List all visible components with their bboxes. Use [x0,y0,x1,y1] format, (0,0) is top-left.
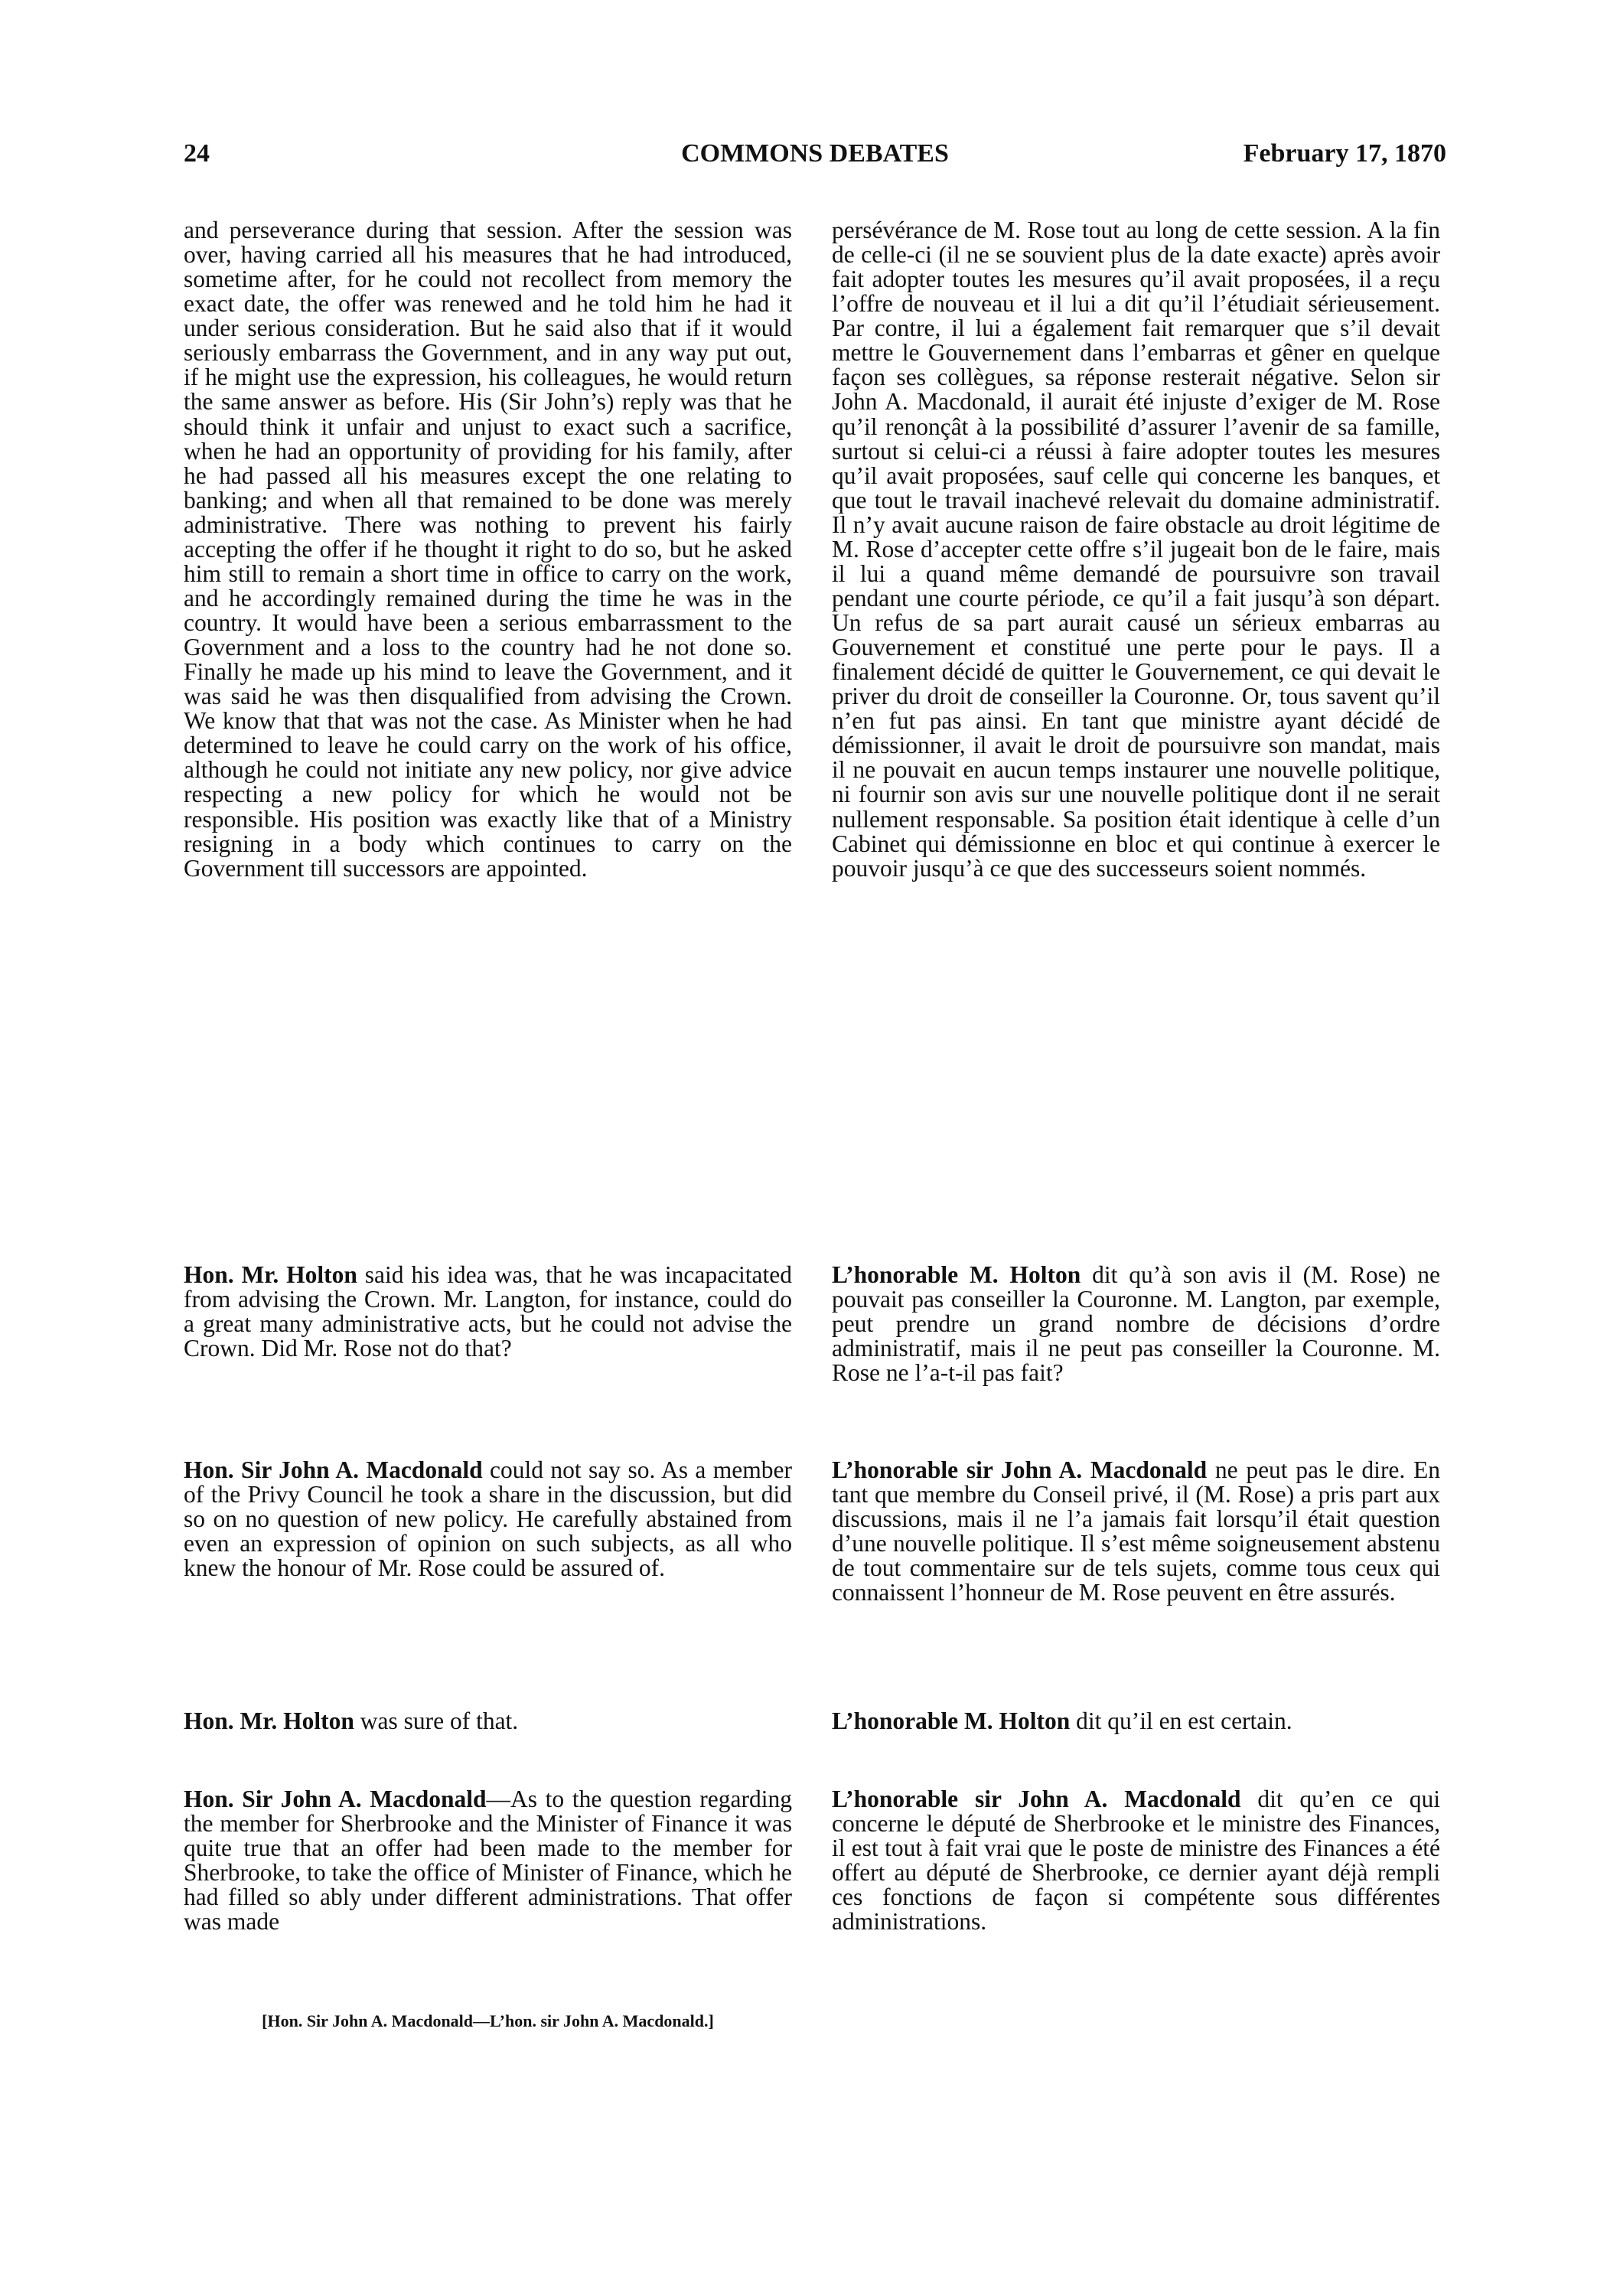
speaker-name: Hon. Mr. Holton [184,1261,357,1288]
english-paragraph [184,1787,792,1934]
speech-text: and perseverance during that session. After the session was over, having carried all his measures that he had introduced, sometime after, for he could not recollect from memory the exact date, the offer was renewed and he told him he had it under serious consideration. But he said also that if it would seriously embarrass the Government, and in any way put out, if he might use the expression, his colleagues, he would return the same answer as before. His (Sir John’s) reply was that he should think it unfair and unjust to exact such a sacrifice, when he had an opportunity of providing for his family, after he had passed all his measures except the one relating to banking; and when all that remained to be done was merely administrative. There was nothing to prevent his fairly accepting the offer if he thought it right to do so, but he asked him still to remain a short time in office to carry on the work, and he accordingly remained during the time he was in the country. It would have been a serious embarrassment to the Government and a loss to the country had he not done so. Finally he made up his mind to leave the Government, and it was said he was then disqualified from advising the Crown. We know that that was not the case. As Minister when he had determined to leave he could carry on the work of his office, although he could not initiate any new policy, nor give advice respecting a new policy for which he would not be responsible. His position was exactly like that of a Ministry resigning in a body which continues to carry on the Government till successors are appointed. [184,217,792,882]
french-paragraph [832,1787,1440,1934]
speaker-name: L’honorable M. Holton [832,1707,1071,1734]
speaker-name: Hon. Sir John A. Macdonald [184,1786,487,1812]
speech-text: was sure of that. [354,1707,519,1734]
speech-text: —As to the question regarding the member for Sherbrooke and the Minister of Finance it was quite true that an offer had been made to the member for Sherbrooke, to take the office of Minister of Finance, which he had filled so ably under different administrations. That offer was made [184,1786,792,1936]
french-paragraph [832,1458,1440,1605]
publication-title: COMMONS DEBATES [681,139,949,168]
speech-text: said his idea was, that he was incapacitated from advising the Crown. Mr. Langton, for instance, could do a great many administrative acts, but he could not advise the Crown. Did Mr. Rose not do that? [184,1261,792,1362]
page-number: 24 [184,139,210,168]
sitting-date: February 17, 1870 [1243,139,1446,168]
speaker-footnote: [Hon. Sir John A. Macdonald—L’hon. sir John A. Macdonald.] [262,2011,714,2030]
english-paragraph [184,218,792,881]
speaker-name: Hon. Sir John A. Macdonald [184,1456,483,1483]
page-header [184,139,1446,178]
english-paragraph [184,1709,792,1733]
speaker-name: L’honorable sir John A. Macdonald [832,1456,1208,1483]
speaker-name: L’honorable M. Holton [832,1261,1081,1288]
english-paragraph [184,1263,792,1361]
speech-text: persévérance de M. Rose tout au long de cette session. A la fin de celle-ci (il ne se souvient plus de la date exacte) après avoir fait adopter toutes les mesures qu’il avait proposées, il a reçu l’offre de nouveau et il lui a dit qu’il l’étudiait sérieusement. Par contre, il lui a également fait remarquer que s’il devait mettre le Gouvernement dans l’embarras et gêner en quelque façon ses collègues, sa réponse resterait négative. Selon sir John A. Macdonald, il aurait été injuste d’exiger de M. Rose qu’il renonçât à la possibilité d’assurer l’avenir de sa famille, surtout si celui-ci a réussi à faire adopter toutes les mesures qu’il avait proposées, sauf celle qui concerne les banques, et que tout le travail inachevé relevait du domaine administratif. Il n’y avait aucune raison de faire obstacle au droit légitime de M. Rose d’accepter cette offre s’il jugeait bon de le faire, mais il lui a quand même demandé de poursuivre son travail pendant une courte période, ce qu’il a fait jusqu’à son départ. Un refus de sa part aurait causé un sérieux embarras au Gouvernement et constitué une perte pour le pays. Il a finalement décidé de quitter le Gouvernement, ce qui devait le priver du droit de conseiller la Couronne. Or, tous savent qu’il n’en fut pas ainsi. En tant que ministre ayant décidé de démissionner, il avait le droit de poursuivre son mandat, mais il ne pouvait en aucun temps instaurer une nouvelle politique, ni fournir son avis sur une nouvelle politique dont il ne serait nullement responsable. Sa position était identique à celle d’un Cabinet qui démissionne en bloc et qui continue à exercer le pouvoir jusqu’à ce que des successeurs soient nommés. [832,217,1440,882]
french-paragraph [832,1709,1440,1733]
speech-text: dit qu’il en est certain. [1070,1707,1292,1734]
speech-text: ne peut pas le dire. En tant que membre du Conseil privé, il (M. Rose) a pris part aux discussions, mais il ne l’a jamais fait lorsqu’il était question d’une nouvelle politique. Il s’est même soigneusement abstenu de tout commentaire sur de tels sujets, comme tous ceux qui connaissent l’honneur de M. Rose peuvent en être assurés. [832,1456,1440,1606]
speech-text: could not say so. As a member of the Privy Council he took a share in the discussion, but did so on no question of new policy. He carefully abstained from even an expression of opinion on such subjects, as all who knew the honour of Mr. Rose could be assured of. [184,1456,792,1582]
french-paragraph [832,218,1440,881]
speaker-name: L’honorable sir John A. Macdonald [832,1786,1241,1812]
english-paragraph [184,1458,792,1580]
french-paragraph [832,1263,1440,1385]
speaker-name: Hon. Mr. Holton [184,1707,354,1734]
speech-text: dit qu’en ce qui concerne le député de Sherbrooke et le ministre des Finances, il est tout à fait vrai que le poste de ministre des Finances a été offert au député de Sherbrooke, ce dernier ayant déjà rempli ces fonctions de façon si compétente sous différentes administrations. [832,1786,1440,1936]
speech-text: dit qu’à son avis il (M. Rose) ne pouvait pas conseiller la Couronne. M. Langton, par exemple, peut prendre un grand nombre de décisions d’ordre administratif, mais il ne peut pas conseiller la Couronne. M. Rose ne l’a-t-il pas fait? [832,1261,1440,1387]
